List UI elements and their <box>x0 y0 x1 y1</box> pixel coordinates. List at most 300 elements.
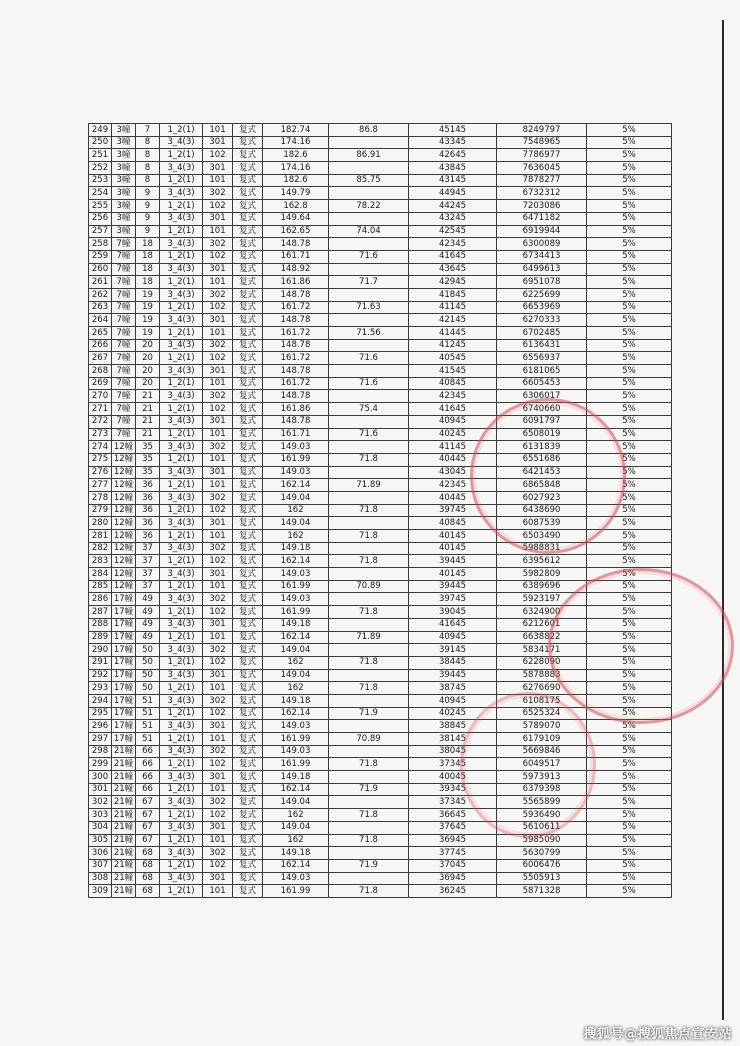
table-cell: 161.71 <box>263 250 329 263</box>
table-cell: 7幢 <box>112 390 136 403</box>
table-cell: 71.7 <box>329 276 409 289</box>
table-cell: 259 <box>89 250 112 263</box>
table-cell: 7 <box>136 124 160 137</box>
table-cell: 5669846 <box>497 745 587 758</box>
table-cell: 复式 <box>233 555 263 568</box>
table-cell: 162 <box>263 656 329 669</box>
table-cell: 149.03 <box>263 441 329 454</box>
table-cell: 复式 <box>233 403 263 416</box>
table-cell: 38845 <box>409 720 497 733</box>
table-cell: 40245 <box>409 428 497 441</box>
table-cell: 290 <box>89 644 112 657</box>
table-cell: 102 <box>203 352 233 365</box>
table-cell: 5985090 <box>497 834 587 847</box>
table-cell: 297 <box>89 733 112 746</box>
table-cell: 37 <box>136 568 160 581</box>
table-cell: 5% <box>587 352 672 365</box>
table-row <box>89 885 672 898</box>
table-row <box>89 174 672 187</box>
table-cell: 36645 <box>409 809 497 822</box>
table-cell: 162 <box>263 809 329 822</box>
table-cell: 3幢 <box>112 162 136 175</box>
table-cell: 3_4(3) <box>160 390 203 403</box>
table-cell: 302 <box>203 593 233 606</box>
table-cell: 68 <box>136 847 160 860</box>
table-cell: 41545 <box>409 365 497 378</box>
table-cell: 5% <box>587 656 672 669</box>
table-cell: 41645 <box>409 403 497 416</box>
table-cell: 21幢 <box>112 771 136 784</box>
table-cell: 102 <box>203 504 233 517</box>
table-cell: 38745 <box>409 682 497 695</box>
table-cell: 40845 <box>409 377 497 390</box>
table-cell: 301 <box>203 872 233 885</box>
table-cell: 38145 <box>409 733 497 746</box>
table-cell: 5% <box>587 314 672 327</box>
table-cell: 复式 <box>233 656 263 669</box>
table-cell: 302 <box>89 796 112 809</box>
table-cell: 258 <box>89 238 112 251</box>
table-cell: 5% <box>587 377 672 390</box>
table-row <box>89 149 672 162</box>
table-cell: 71.8 <box>329 682 409 695</box>
table-cell: 17幢 <box>112 644 136 657</box>
table-cell: 21幢 <box>112 885 136 898</box>
table-cell: 21 <box>136 415 160 428</box>
table-cell: 复式 <box>233 580 263 593</box>
table-cell: 71.63 <box>329 301 409 314</box>
table-row <box>89 555 672 568</box>
table-cell: 1_2(1) <box>160 301 203 314</box>
table-cell: 45145 <box>409 124 497 137</box>
table-cell: 37 <box>136 580 160 593</box>
table-cell: 36245 <box>409 885 497 898</box>
table-cell: 复式 <box>233 479 263 492</box>
table-cell <box>329 618 409 631</box>
table-cell: 5% <box>587 745 672 758</box>
table-cell: 5% <box>587 238 672 251</box>
table-cell: 复式 <box>233 339 263 352</box>
table-cell: 1_2(1) <box>160 352 203 365</box>
table-cell: 66 <box>136 745 160 758</box>
table-cell: 6395612 <box>497 555 587 568</box>
table-cell: 38445 <box>409 656 497 669</box>
table-cell: 302 <box>203 644 233 657</box>
table-cell: 12幢 <box>112 517 136 530</box>
table-cell: 18 <box>136 250 160 263</box>
table-cell: 67 <box>136 809 160 822</box>
table-cell: 复式 <box>233 225 263 238</box>
table-cell: 284 <box>89 568 112 581</box>
table-cell: 149.18 <box>263 542 329 555</box>
table-row <box>89 187 672 200</box>
table-cell: 复式 <box>233 859 263 872</box>
table-cell: 19 <box>136 314 160 327</box>
table-cell: 67 <box>136 821 160 834</box>
table-cell: 21幢 <box>112 758 136 771</box>
table-cell: 5% <box>587 758 672 771</box>
table-cell: 6525324 <box>497 707 587 720</box>
table-cell: 5% <box>587 276 672 289</box>
table-cell: 复式 <box>233 263 263 276</box>
table-cell: 1_2(1) <box>160 276 203 289</box>
table-cell: 302 <box>203 441 233 454</box>
table-cell: 298 <box>89 745 112 758</box>
table-cell: 复式 <box>233 694 263 707</box>
table-cell: 1_2(1) <box>160 580 203 593</box>
table-cell: 7636045 <box>497 162 587 175</box>
table-cell: 40545 <box>409 352 497 365</box>
table-cell: 复式 <box>233 821 263 834</box>
table-cell: 305 <box>89 834 112 847</box>
table-cell: 7幢 <box>112 263 136 276</box>
table-cell: 7幢 <box>112 301 136 314</box>
table-cell: 9 <box>136 225 160 238</box>
table-cell: 78.22 <box>329 200 409 213</box>
table-cell: 17幢 <box>112 707 136 720</box>
table-cell: 301 <box>203 162 233 175</box>
table-cell: 302 <box>203 847 233 860</box>
table-row <box>89 301 672 314</box>
table-cell: 3_4(3) <box>160 365 203 378</box>
table-cell: 307 <box>89 859 112 872</box>
table-cell: 5% <box>587 631 672 644</box>
table-cell: 301 <box>89 783 112 796</box>
table-cell: 7203086 <box>497 200 587 213</box>
table-cell: 5% <box>587 580 672 593</box>
table-cell: 278 <box>89 491 112 504</box>
table-cell: 273 <box>89 428 112 441</box>
table-cell: 36 <box>136 530 160 543</box>
table-cell: 263 <box>89 301 112 314</box>
table-cell: 162.14 <box>263 479 329 492</box>
table-cell: 149.04 <box>263 669 329 682</box>
table-cell: 5988831 <box>497 542 587 555</box>
table-cell: 249 <box>89 124 112 137</box>
table-cell: 162.14 <box>263 707 329 720</box>
table-cell: 复式 <box>233 390 263 403</box>
table-cell: 3_4(3) <box>160 263 203 276</box>
table-cell: 295 <box>89 707 112 720</box>
table-cell: 6951078 <box>497 276 587 289</box>
table-cell: 3_4(3) <box>160 339 203 352</box>
table-cell: 21幢 <box>112 872 136 885</box>
table-cell: 102 <box>203 555 233 568</box>
table-cell: 40445 <box>409 491 497 504</box>
table-cell: 101 <box>203 783 233 796</box>
table-cell: 12幢 <box>112 491 136 504</box>
table-cell: 49 <box>136 593 160 606</box>
table-cell: 36945 <box>409 834 497 847</box>
table-cell: 1_2(1) <box>160 885 203 898</box>
table-cell: 161.72 <box>263 301 329 314</box>
table-cell: 301 <box>203 314 233 327</box>
table-cell: 253 <box>89 174 112 187</box>
table-cell <box>329 542 409 555</box>
table-cell: 6324900 <box>497 606 587 619</box>
table-cell: 21 <box>136 403 160 416</box>
table-cell: 302 <box>203 390 233 403</box>
table-cell: 3_4(3) <box>160 238 203 251</box>
table-cell: 7幢 <box>112 415 136 428</box>
table-cell: 35 <box>136 441 160 454</box>
table-cell: 1_2(1) <box>160 200 203 213</box>
table-cell: 102 <box>203 758 233 771</box>
table-cell: 161.71 <box>263 428 329 441</box>
table-cell: 42345 <box>409 479 497 492</box>
table-cell: 148.78 <box>263 339 329 352</box>
table-cell: 5% <box>587 200 672 213</box>
table-cell: 3_4(3) <box>160 872 203 885</box>
table-cell: 5% <box>587 212 672 225</box>
table-cell: 6181065 <box>497 365 587 378</box>
table-cell: 265 <box>89 327 112 340</box>
table-cell: 286 <box>89 593 112 606</box>
table-cell: 6091797 <box>497 415 587 428</box>
table-cell: 21 <box>136 428 160 441</box>
table-cell: 148.78 <box>263 314 329 327</box>
table-cell: 254 <box>89 187 112 200</box>
table-cell: 39045 <box>409 606 497 619</box>
table-cell: 308 <box>89 872 112 885</box>
table-cell: 42645 <box>409 149 497 162</box>
table-cell: 161.99 <box>263 580 329 593</box>
table-cell: 6108175 <box>497 694 587 707</box>
table-cell: 51 <box>136 694 160 707</box>
table-cell: 301 <box>203 568 233 581</box>
table-cell: 149.03 <box>263 568 329 581</box>
table-cell: 1_2(1) <box>160 327 203 340</box>
table-cell: 101 <box>203 428 233 441</box>
table-cell: 8 <box>136 162 160 175</box>
table-cell: 256 <box>89 212 112 225</box>
table-cell: 7幢 <box>112 288 136 301</box>
table-cell: 71.56 <box>329 327 409 340</box>
table-cell: 39145 <box>409 644 497 657</box>
table-cell <box>329 771 409 784</box>
table-cell: 268 <box>89 365 112 378</box>
table-cell: 5% <box>587 669 672 682</box>
table-cell: 7786977 <box>497 149 587 162</box>
table-cell: 162.8 <box>263 200 329 213</box>
table-cell: 74.04 <box>329 225 409 238</box>
table-cell: 71.6 <box>329 250 409 263</box>
table-cell: 12幢 <box>112 555 136 568</box>
table-cell: 101 <box>203 580 233 593</box>
table-cell: 261 <box>89 276 112 289</box>
table-cell: 37045 <box>409 859 497 872</box>
table-cell: 17幢 <box>112 720 136 733</box>
table-cell: 161.99 <box>263 885 329 898</box>
table-row <box>89 124 672 137</box>
table-cell: 17幢 <box>112 656 136 669</box>
table-cell: 21幢 <box>112 796 136 809</box>
table-cell: 301 <box>203 771 233 784</box>
table-cell: 5% <box>587 682 672 695</box>
table-cell: 1_2(1) <box>160 733 203 746</box>
table-cell: 274 <box>89 441 112 454</box>
table-cell: 149.03 <box>263 466 329 479</box>
table-cell: 287 <box>89 606 112 619</box>
table-cell: 8 <box>136 149 160 162</box>
table-cell: 1_2(1) <box>160 783 203 796</box>
table-cell <box>329 821 409 834</box>
table-cell: 37345 <box>409 796 497 809</box>
table-cell <box>329 568 409 581</box>
table-cell: 19 <box>136 327 160 340</box>
table-cell: 161.86 <box>263 403 329 416</box>
table-cell: 复式 <box>233 124 263 137</box>
table-cell <box>329 517 409 530</box>
table-cell: 66 <box>136 771 160 784</box>
table-cell: 复式 <box>233 707 263 720</box>
table-cell: 5% <box>587 504 672 517</box>
table-cell: 3幢 <box>112 174 136 187</box>
table-cell: 6605453 <box>497 377 587 390</box>
table-cell: 162 <box>263 682 329 695</box>
table-cell: 6306017 <box>497 390 587 403</box>
table-cell: 1_2(1) <box>160 174 203 187</box>
table-cell: 7幢 <box>112 250 136 263</box>
table-cell: 6499613 <box>497 263 587 276</box>
table-cell: 21 <box>136 390 160 403</box>
table-cell: 40945 <box>409 694 497 707</box>
table-cell: 复式 <box>233 618 263 631</box>
table-cell: 复式 <box>233 200 263 213</box>
table-cell <box>329 669 409 682</box>
table-row <box>89 568 672 581</box>
table-cell: 5% <box>587 593 672 606</box>
table-cell: 85.75 <box>329 174 409 187</box>
table-cell: 262 <box>89 288 112 301</box>
table-cell: 299 <box>89 758 112 771</box>
table-cell: 复式 <box>233 212 263 225</box>
table-cell: 5% <box>587 517 672 530</box>
table-cell: 复式 <box>233 149 263 162</box>
table-cell: 7幢 <box>112 428 136 441</box>
table-cell: 5% <box>587 479 672 492</box>
table-row <box>89 276 672 289</box>
table-cell: 复式 <box>233 428 263 441</box>
table-cell: 5% <box>587 796 672 809</box>
table-cell: 43345 <box>409 136 497 149</box>
table-cell: 复式 <box>233 162 263 175</box>
table-cell: 1_2(1) <box>160 707 203 720</box>
table-cell <box>329 720 409 733</box>
table-cell: 5% <box>587 174 672 187</box>
table-cell: 280 <box>89 517 112 530</box>
table-cell: 17幢 <box>112 618 136 631</box>
table-cell: 162 <box>263 530 329 543</box>
table-cell: 71.89 <box>329 479 409 492</box>
table-cell: 5973913 <box>497 771 587 784</box>
table-cell: 复式 <box>233 834 263 847</box>
table-cell: 40945 <box>409 631 497 644</box>
table-cell: 3_4(3) <box>160 314 203 327</box>
table-cell: 301 <box>203 466 233 479</box>
table-cell: 7幢 <box>112 314 136 327</box>
table-cell: 101 <box>203 174 233 187</box>
table-cell: 301 <box>203 415 233 428</box>
table-cell: 5% <box>587 859 672 872</box>
table-cell: 161.72 <box>263 352 329 365</box>
table-cell: 71.9 <box>329 707 409 720</box>
table-cell: 复式 <box>233 250 263 263</box>
table-row <box>89 263 672 276</box>
table-cell: 5% <box>587 530 672 543</box>
table-cell: 7878277 <box>497 174 587 187</box>
table-cell: 9 <box>136 187 160 200</box>
table-cell: 49 <box>136 631 160 644</box>
table-cell: 17幢 <box>112 733 136 746</box>
table-cell: 3幢 <box>112 212 136 225</box>
table-cell: 3_4(3) <box>160 466 203 479</box>
table-cell: 161.86 <box>263 276 329 289</box>
table-cell: 5% <box>587 403 672 416</box>
table-cell: 3_4(3) <box>160 618 203 631</box>
table-cell: 9 <box>136 212 160 225</box>
table-cell: 40245 <box>409 707 497 720</box>
table-cell: 70.89 <box>329 580 409 593</box>
table-cell: 3幢 <box>112 187 136 200</box>
table-row <box>89 339 672 352</box>
table-cell: 3_4(3) <box>160 212 203 225</box>
table-cell: 21幢 <box>112 809 136 822</box>
table-cell: 41145 <box>409 441 497 454</box>
table-cell <box>329 136 409 149</box>
table-cell: 7幢 <box>112 365 136 378</box>
table-row <box>89 859 672 872</box>
table-cell: 7幢 <box>112 327 136 340</box>
table-row <box>89 707 672 720</box>
table-cell: 6087539 <box>497 517 587 530</box>
table-cell: 5% <box>587 847 672 860</box>
table-cell: 44245 <box>409 200 497 213</box>
table-cell: 35 <box>136 453 160 466</box>
table-cell: 复式 <box>233 631 263 644</box>
table-row <box>89 821 672 834</box>
watermark-text: 搜狐号@搜狐焦点宣安站 <box>583 1027 732 1042</box>
table-cell: 复式 <box>233 720 263 733</box>
table-cell: 复式 <box>233 771 263 784</box>
table-cell: 5% <box>587 783 672 796</box>
table-cell: 67 <box>136 834 160 847</box>
table-cell: 3_4(3) <box>160 136 203 149</box>
table-cell: 41645 <box>409 618 497 631</box>
table-cell: 271 <box>89 403 112 416</box>
table-cell: 301 <box>203 618 233 631</box>
table-cell: 12幢 <box>112 504 136 517</box>
table-cell: 6049517 <box>497 758 587 771</box>
table-cell: 251 <box>89 149 112 162</box>
table-cell: 6508019 <box>497 428 587 441</box>
table-cell: 1_2(1) <box>160 631 203 644</box>
table-cell <box>329 314 409 327</box>
table-cell: 161.99 <box>263 758 329 771</box>
table-cell: 161.99 <box>263 606 329 619</box>
table-cell: 306 <box>89 847 112 860</box>
table-cell: 5878883 <box>497 669 587 682</box>
table-cell: 50 <box>136 682 160 695</box>
table-cell <box>329 466 409 479</box>
table-cell: 5565899 <box>497 796 587 809</box>
table-cell: 3_4(3) <box>160 796 203 809</box>
table-cell: 3_4(3) <box>160 517 203 530</box>
table-cell: 71.6 <box>329 377 409 390</box>
table-cell: 复式 <box>233 758 263 771</box>
table-cell: 71.8 <box>329 530 409 543</box>
table-cell: 12幢 <box>112 466 136 479</box>
